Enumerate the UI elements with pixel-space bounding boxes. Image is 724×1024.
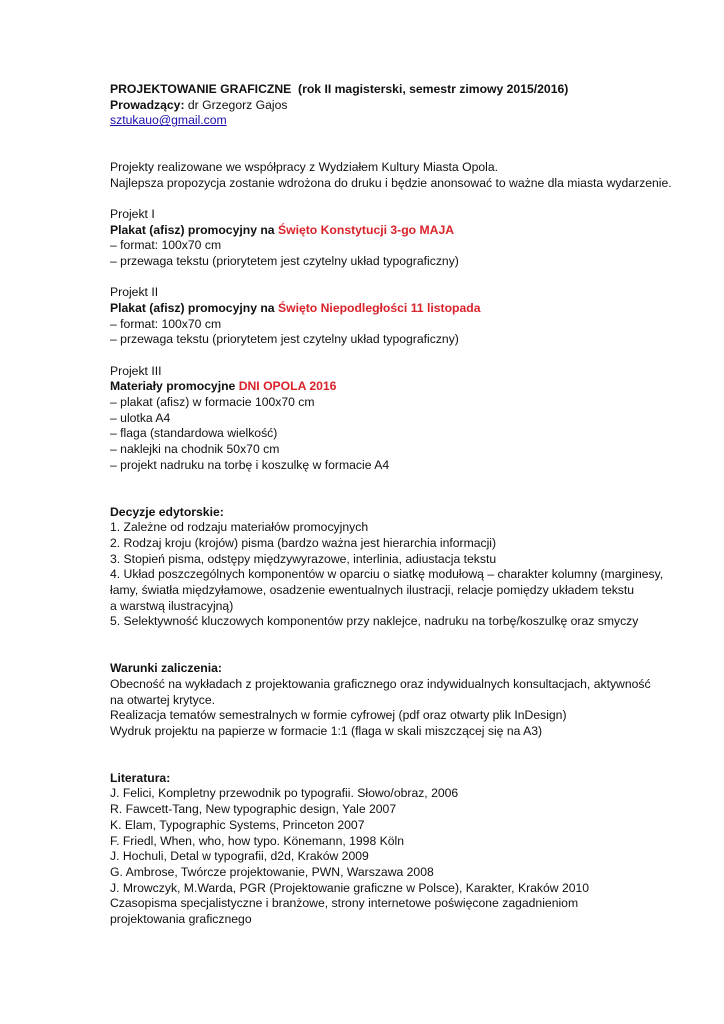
project-title (110, 301, 700, 317)
project-highlight: Święto Niepodległości 11 listopada (277, 301, 481, 316)
project-label: Projekt I (110, 207, 155, 222)
project-1 (110, 207, 700, 270)
section-heading: Decyzje edytorskie: (110, 504, 224, 519)
decision-item: 3. Stopień pisma, odstępy międzywyrazowe, interlinia, adiustacja tekstu (110, 551, 497, 566)
intro-line-2: Najlepsza propozycja zostanie wdrożona do druku i będzie anonsować to ważne dla miasta wydarzenie. (110, 175, 672, 190)
project-item: – ulotka A4 (110, 410, 171, 425)
literature-item: K. Elam, Typographic Systems, Princeton 2007 (110, 817, 365, 832)
condition-item: na otwartej krytyce. (110, 692, 215, 707)
project-title-text: Plakat (afisz) promocyjny na (110, 222, 278, 237)
literature-item: J. Felici, Kompletny przewodnik po typografii. Słowo/obraz, 2006 (110, 786, 459, 801)
project-item: – format: 100x70 cm (110, 238, 222, 253)
condition-item: Wydruk projektu na papierze w formacie 1:1 (flaga w skali miszczącej się na A3) (110, 724, 543, 738)
project-label: Projekt II (110, 285, 159, 300)
intro-line-1: Projekty realizowane we współpracy z Wydziałem Kultury Miasta Opola. (110, 160, 499, 175)
decision-item: 5. Selektywność kluczowych komponentów przy naklejce, nadruku na torbę/koszulkę oraz smyczy (110, 614, 639, 629)
project-item: – naklejki na chodnik 50x70 cm (110, 442, 280, 457)
project-2 (110, 285, 700, 348)
project-item: – format: 100x70 cm (110, 316, 222, 331)
section-heading: Literatura: (110, 770, 171, 785)
project-title (110, 223, 700, 239)
decision-item: łamy, światła międzyłamowe, osadzenie ewentualnych ilustracji, relacje pomiędzy układem tekstu (110, 583, 635, 598)
email-line (110, 113, 700, 129)
section-heading: Warunki zaliczenia: (110, 661, 222, 676)
email-link[interactable]: sztukauo@gmail.com (110, 113, 227, 128)
decision-item: 4. Układ poszczególnych komponentów w oparciu o siatkę modułową – charakter kolumny (marginesy, (110, 567, 664, 582)
project-highlight: DNI OPOLA 2016 (238, 379, 337, 394)
condition-item: Realizacja tematów semestralnych w formie cyfrowej (pdf oraz otwarty plik InDesign) (110, 708, 567, 723)
project-label: Projekt III (110, 363, 162, 378)
condition-item: Obecność na wykładach z projektowania graficznego oraz indywidualnych konsultacjach, aktywność (110, 676, 651, 691)
literature-section (110, 771, 700, 928)
literature-item: F. Friedl, When, who, how typo. Könemann, 1998 Köln (110, 833, 405, 848)
decisions-section (110, 505, 700, 631)
literature-item: R. Fawcett-Tang, New typographic design, Yale 2007 (110, 802, 397, 817)
decision-item: 2. Rodzaj kroju (krojów) pisma (bardzo ważna jest hierarchia informacji) (110, 535, 497, 550)
project-item: – przewaga tekstu (priorytetem jest czytelny układ typograficzny) (110, 254, 459, 269)
project-highlight: Święto Konstytucji 3-go MAJA (277, 222, 455, 237)
decision-item: a warstwą ilustracyjną) (110, 598, 234, 613)
project-item: – flaga (standardowa wielkość) (110, 426, 278, 441)
project-title (110, 379, 700, 395)
project-item: – przewaga tekstu (priorytetem jest czytelny układ typograficzny) (110, 332, 459, 347)
lecturer-label: Prowadzący: (110, 97, 185, 112)
project-item: – plakat (afisz) w formacie 100x70 cm (110, 395, 315, 410)
project-3 (110, 364, 700, 474)
decision-item: 1. Zależne od rodzaju materiałów promocyjnych (110, 520, 369, 535)
lecturer-line (110, 98, 700, 114)
project-item: – projekt nadruku na torbę i koszulkę w formacie A4 (110, 457, 390, 472)
lecturer-name: dr Grzegorz Gajos (187, 97, 288, 112)
literature-item: G. Ambrose, Twórcze projektowanie, PWN, Warszawa 2008 (110, 864, 434, 879)
literature-item: J. Hochuli, Detal w typografii, d2d, Kraków 2009 (110, 849, 369, 864)
course-subtitle: (rok II magisterski, semestr zimowy 2015/2016) (298, 82, 569, 96)
document-page (110, 82, 700, 928)
project-title-text: Materiały promocyjne (110, 379, 239, 394)
course-title: PROJEKTOWANIE GRAFICZNE (110, 82, 292, 96)
conditions-section (110, 661, 700, 740)
literature-item: Czasopisma specjalistyczne i branżowe, strony internetowe poświęcone zagadnieniom (110, 896, 579, 911)
literature-item: J. Mrowczyk, M.Warda, PGR (Projektowanie graficzne w Polsce), Karakter, Kraków 2010 (110, 880, 590, 895)
project-title-text: Plakat (afisz) promocyjny na (110, 301, 278, 316)
literature-item: projektowania graficznego (110, 912, 252, 927)
course-title-line (110, 82, 700, 98)
